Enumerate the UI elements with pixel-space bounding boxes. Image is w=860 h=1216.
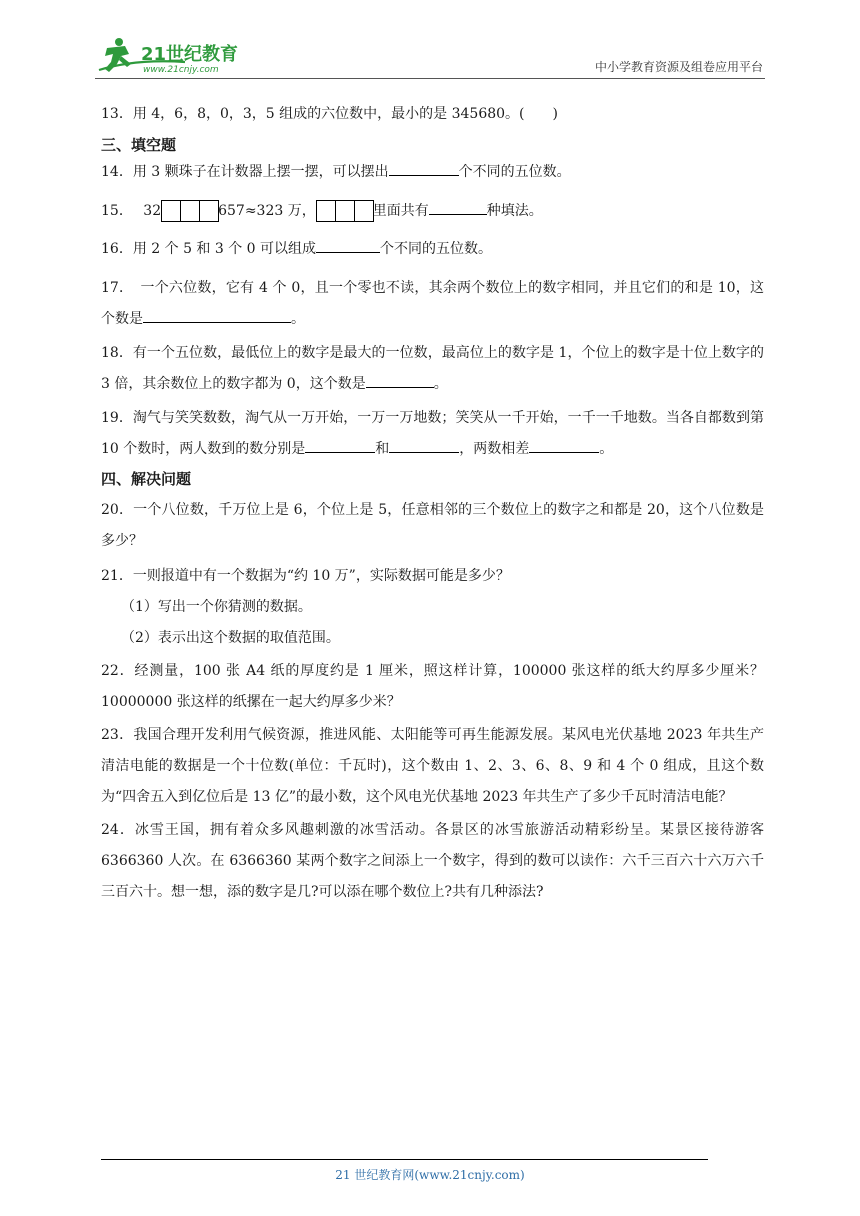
logo-21cnjy [95,36,265,76]
question-23: 23．我国合理开发利用气候资源，推进风能、太阳能等可再生能源发展。某风电光伏基地 2023 年共生产清洁电能的数据是一个十位数(单位：千瓦时)，这个数由 1、2、3、6、8、9 和 4 个 0 组成，且这个数为“四舍五入到亿位后是 13 亿”的最小数，这个风电光伏基地 2023 年共生产了多少千瓦时清洁电能？ [101,727,764,805]
question-list [101,102,764,908]
question-16 [101,238,764,259]
question-18-text: 18．有一个五位数，最低位上的数字是最大的一位数，最高位上的数字是 1，个位上的数字是十位上数字的 3 倍，其余数位上的数字都为 0，这个数是 [101,345,764,392]
footer-divider [101,1159,708,1160]
question-15-text: 32 [143,203,162,219]
question-20: 20．一个八位数，千万位上是 6，个位上是 5，任意相邻的三个数位上的数字之和都是 20，这个八位数是多少？ [101,502,764,549]
digit-box [199,200,219,222]
answer-blank [143,308,291,323]
question-19-text: ，两数相差 [459,441,530,457]
section-heading-solve: 四、解决问题 [101,470,192,488]
question-14-text-end: 个不同的五位数。 [458,164,571,180]
answer-blank [429,200,487,215]
footer-site-link[interactable]: 21 世纪教育网(www.21cnjy.com) [335,1168,525,1182]
question-19-text: 19．淘气与笑笑数数，淘气从一万开始，一万一万地数；笑笑从一千开始，一千一千地数。当各自都数到第 10 个数时，两人数到的数分别是 [101,410,764,457]
answer-blank [389,438,459,453]
page-header [95,36,765,79]
digit-box [316,200,336,222]
question-21-part-1: （1）写出一个你猜测的数据。 [121,599,312,615]
digit-box [335,200,355,222]
answer-blank [316,238,380,253]
question-18 [101,338,764,400]
svg-text:21世纪教育: 21世纪教育 [141,44,239,65]
question-15-text: 里面共有 [372,203,429,219]
question-15 [101,200,764,222]
question-24: 24．冰雪王国，拥有着众多风趣刺激的冰雪活动。各景区的冰雪旅游活动精彩纷呈。某景区接待游客 6366360 人次。在 6366360 某两个数字之间添上一个数字，得到的数可以读作：六千三百六十六万六千三百六十。想一想，添的数字是几?可以添在哪个数位上?共有几种添法? [101,822,764,900]
question-21: 21．一则报道中有一个数据为“约 10 万”，实际数据可能是多少？ [101,568,510,584]
answer-blank [305,438,375,453]
question-14 [101,161,764,182]
question-19-text: 和 [375,441,390,457]
answer-blank [529,438,599,453]
question-14-text: 14．用 3 颗珠子在计数器上摆一摆，可以摆出 [101,164,389,180]
answer-blank [389,161,459,176]
question-17-text-end: 。 [291,311,305,327]
question-17 [101,273,764,335]
question-17-text: 17． 一个六位数，它有 4 个 0，且一个零也不读，其余两个数位上的数字相同，并且它们的和是 10，这个数是 [101,280,764,327]
digit-box [161,200,181,222]
question-22: 22．经测量，100 张 A4 纸的厚度约是 1 厘米，照这样计算，100000 张这样的纸大约厚多少厘米？10000000 张这样的纸摞在一起大约厚多少米？ [101,663,764,710]
section-heading-fill-blank: 三、填空题 [101,136,177,154]
question-15-number: 15． [101,203,133,219]
question-15-text: 657≈323 万， [218,203,316,219]
digit-box [354,200,374,222]
question-16-text-end: 个不同的五位数。 [380,241,493,257]
question-13: 13．用 4，6，8，0，3，5 组成的六位数中，最小的是 345680。( ) [101,106,558,122]
question-15-text-end: 种填法。 [486,203,543,219]
question-18-text-end: 。 [433,376,448,392]
digit-box [180,200,200,222]
question-19-text-end: 。 [599,441,614,457]
answer-blank [366,373,434,388]
question-16-text: 16．用 2 个 5 和 3 个 0 可以组成 [101,241,317,257]
question-19 [101,403,764,465]
question-21-part-2: （2）表示出这个数据的取值范围。 [121,630,340,646]
svg-text:www.21cnjy.com: www.21cnjy.com [143,65,219,75]
platform-title: 中小学教育资源及组卷应用平台 [594,60,763,74]
